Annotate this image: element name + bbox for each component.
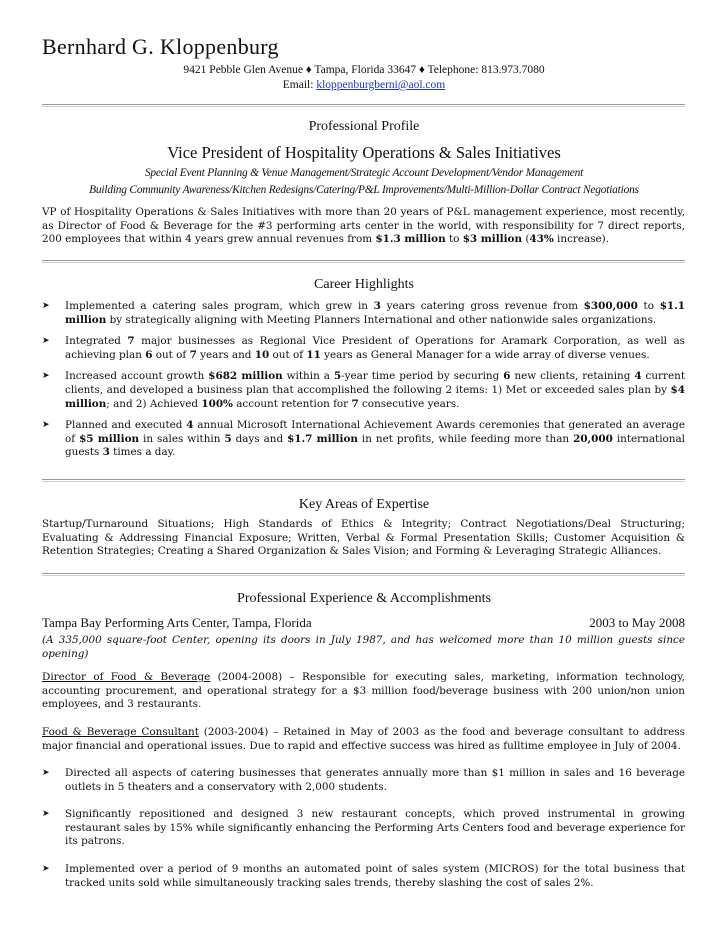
bullet-arrow-icon: ➤: [42, 809, 50, 820]
section-title-highlights: Career Highlights: [314, 277, 414, 292]
bold-figure: 7: [189, 348, 197, 361]
email-link[interactable]: kloppenburgberni@aol.com: [316, 79, 446, 91]
bold-figure: 5: [333, 370, 342, 383]
candidate-name: Bernhard G. Kloppenburg: [42, 34, 279, 59]
role-description-director: (2004-2008) – Responsible for executing sales, marketing, information technology, accounting procurement, and operational strategy for a $3 million food/beverage business with 200 union/non union employees, and 3 restaurants.: [42, 671, 685, 711]
bold-figure: 3: [102, 446, 110, 459]
highlight-item: [42, 300, 685, 327]
divider: [42, 479, 685, 482]
bold-figure: 7: [127, 335, 135, 348]
bold-figure: 3: [373, 300, 381, 312]
contact-address-line: 9421 Pebble Glen Avenue ♦ Tampa, Florida 33647 ♦ Telephone: 813.973.7080: [183, 64, 545, 76]
experience-bullet-text: Implemented over a period of 9 months an automated point of sales system (MICROS) for the total business that tracked units sold while simultaneously tracking sales trends, thereby slashing the cost of sales 2%.: [65, 862, 685, 889]
section-title-expertise: Key Areas of Expertise: [298, 497, 430, 512]
profile-headline: Vice President of Hospitality Operations & Sales Initiatives: [167, 143, 561, 162]
bold-figure: 7: [351, 397, 359, 410]
bold-figure: $1.7 million: [287, 432, 358, 445]
section-title-profile: Professional Profile: [308, 119, 420, 134]
bold-figure: 43%: [529, 233, 554, 246]
highlight-item: [42, 419, 685, 460]
bullet-arrow-icon: ➤: [42, 420, 50, 431]
highlights-list: [42, 300, 685, 460]
profile-keywords-line-2: Building Community Awareness/Kitchen Redesigns/Catering/P&L Improvements/Multi-Million-Dollar Contract Negotiations: [89, 184, 639, 196]
bullet-arrow-icon: ➤: [42, 371, 50, 382]
divider: [42, 573, 685, 576]
profile-keywords-line-1: Special Event Planning & Venue Management/Strategic Account Development/Vendor Management: [144, 167, 584, 179]
employer-description: (A 335,000 square-foot Center, opening its doors in July 1987, and has welcomed more than 10 million guests since opening): [42, 634, 685, 660]
bold-figure: $682 million: [208, 370, 283, 383]
experience-bullet-item: [42, 767, 685, 794]
profile-summary: VP of Hospitality Operations & Sales Initiatives with more than 20 years of P&L management experience, most recently, as Director of Food & Beverage for the #3 performing arts center in the world, with responsibility for 7 direct reports, 200 employees that within 4 years grew annual revenues from $1.3 million to $3 million (43% increase).: [42, 206, 685, 246]
bold-figure: 4: [634, 370, 642, 383]
bold-figure: 11: [306, 348, 321, 361]
bullet-arrow-icon: ➤: [42, 336, 50, 347]
bold-figure: $3 million: [462, 233, 523, 246]
role-title-director: Director of Food & Beverage: [42, 671, 211, 683]
bullet-arrow-icon: ➤: [42, 863, 50, 874]
bold-figure: $1.3 million: [375, 233, 446, 246]
bullet-arrow-icon: ➤: [42, 301, 50, 311]
expertise-text: Startup/Turnaround Situations; High Standards of Ethics & Integrity; Contract Negotiations/Deal Structuring; Evaluating & Addressing Financial Exposure; Written, Verbal & Formal Presentation Skills; Customer Acquisition & Retention Strategies; Creating a Shared Organization & Sales Vision; and Forming & Leveraging Strategic Alliances.: [42, 518, 685, 558]
role-consultant: [42, 726, 685, 753]
highlight-text: Integrated 7 major businesses as Regional Vice President of Operations for Aramark Corporation, as well as achieving plan 6 out of 7 years and 10 out of 11 years as General Manager for a wide array of diverse venues.: [65, 335, 686, 361]
highlight-text: Planned and executed 4 annual Microsoft International Achievement Awards ceremonies that generated an average of $5 million in sales within 5 days and $1.7 million in net profits, while feeding more than 20,000 international guests 3 times a day.: [65, 419, 685, 459]
section-title-experience: Professional Experience & Accomplishments: [237, 591, 491, 606]
experience-bullets: [42, 767, 685, 890]
bold-figure: 10: [254, 348, 270, 361]
bold-figure: 6: [145, 348, 153, 361]
highlight-item: [42, 335, 685, 362]
highlight-text: Implemented a catering sales program, which grew in 3 years catering gross revenue from $300,000 to $1.1 million by strategically aligning with Meeting Planners International and other nationwide sales organizations.: [65, 300, 685, 326]
email-label: Email:: [282, 79, 317, 91]
bold-figure: 6: [503, 370, 511, 383]
bold-figure: $4 million: [65, 383, 685, 410]
highlight-item: [42, 370, 685, 411]
bold-figure: $5 million: [79, 432, 140, 445]
experience-bullet-text: Significantly repositioned and designed 3 new restaurant concepts, which proved instrumental in growing restaurant sales by 15% while significantly enhancing the Performing Arts Centers food and beverage experience for its patrons.: [65, 808, 685, 848]
experience-bullet-item: [42, 808, 685, 849]
employment-dates: 2003 to May 2008: [589, 615, 685, 630]
experience-bullet-item: [42, 863, 685, 890]
highlight-text: Increased account growth $682 million within a 5-year time period by securing 6 new clients, retaining 4 current clients, and developed a business plan that accomplished the following 2 items: 1) Met or exceeded sales plan by $4 million; and 2) Achieved 100% account retention for 7 consecutive years.: [65, 370, 685, 410]
divider: [42, 104, 685, 107]
divider: [42, 260, 685, 263]
role-director: [42, 671, 685, 712]
bullet-arrow-icon: ➤: [42, 768, 50, 778]
bold-figure: 100%: [201, 397, 233, 410]
bold-figure: 5: [224, 432, 232, 445]
contact-email-line: [0, 79, 728, 91]
bold-figure: 20,000: [573, 432, 613, 445]
experience-bullet-text: Directed all aspects of catering businesses that generates annually more than $1 million in sales and 16 beverage outlets in 5 theaters and a conservatory with 2,000 students.: [65, 767, 685, 793]
bold-figure: $300,000: [583, 300, 638, 312]
role-title-consultant: Food & Beverage Consultant: [42, 726, 199, 738]
bold-figure: $1.1 million: [65, 300, 685, 326]
employer-line: [42, 615, 685, 631]
bold-figure: 4: [186, 419, 194, 432]
employer-name: Tampa Bay Performing Arts Center, Tampa, Florida: [42, 615, 312, 630]
role-description-consultant: (2003-2004) – Retained in May of 2003 as the food and beverage consultant to address major financial and operational issues. Due to rapid and effective success was hired as fulltime employee in July of 2004.: [42, 726, 685, 752]
